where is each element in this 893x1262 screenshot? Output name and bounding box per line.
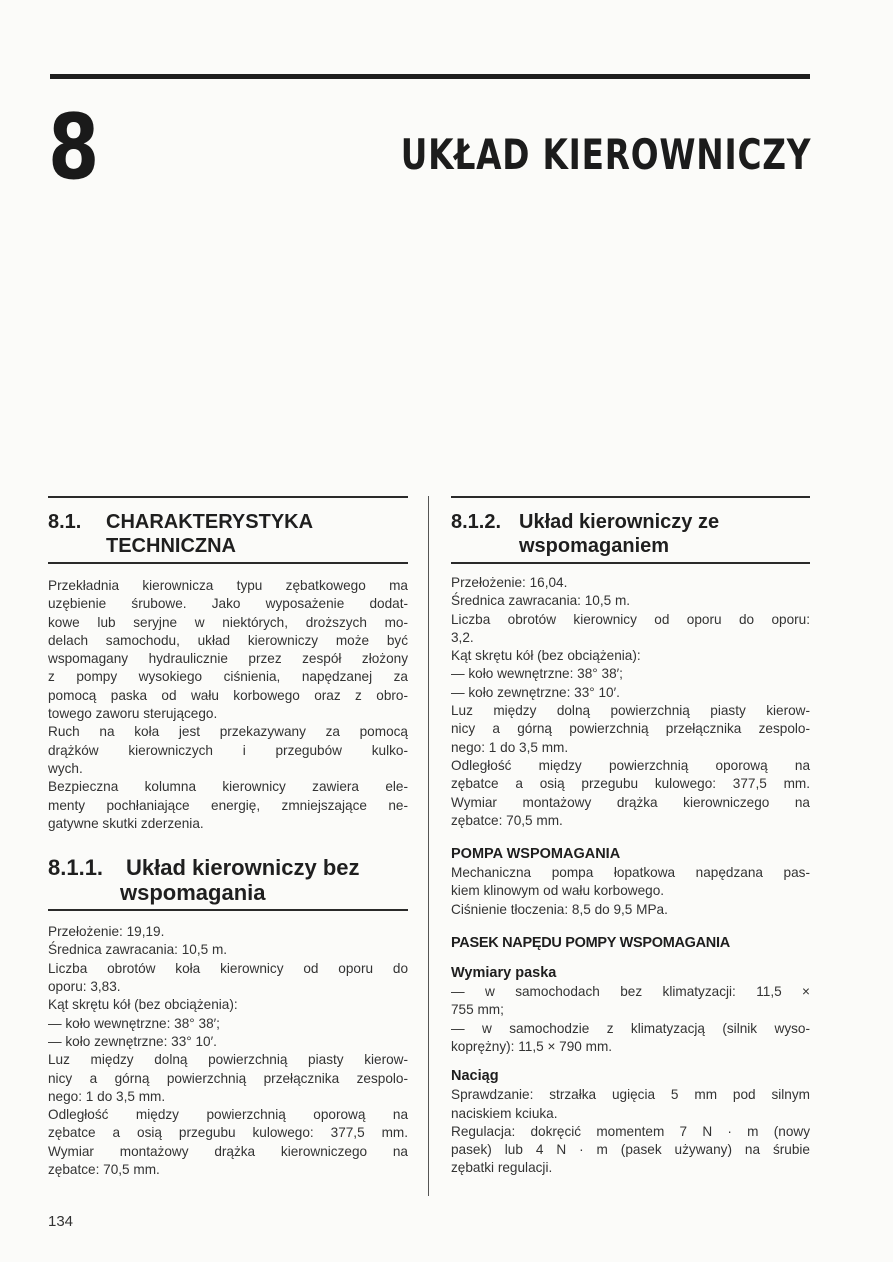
text-line: zębatce a osią przegubu kulowego: 377,5 mm. bbox=[48, 1125, 408, 1141]
text-line: — koło wewnętrzne: 38° 38′; bbox=[48, 1015, 220, 1031]
right-column bbox=[451, 496, 810, 1178]
text-line: Luz między dolną powierzchnią piasty kierow- bbox=[451, 703, 810, 719]
top-rule bbox=[50, 74, 810, 79]
text-line: Wymiar montażowy drążka kierowniczego na bbox=[48, 1143, 408, 1159]
chapter-title: UKŁAD KIEROWNICZY bbox=[400, 130, 811, 179]
column-divider bbox=[428, 496, 429, 1196]
text-line: Przełożenie: 19,19. bbox=[48, 924, 165, 940]
text-line: 755 mm; bbox=[451, 1002, 504, 1018]
section-rule bbox=[451, 562, 810, 564]
section-number: 8.1. bbox=[48, 511, 82, 533]
text-line: zębatce: 70,5 mm. bbox=[451, 812, 563, 828]
text-line: Średnica zawracania: 10,5 m. bbox=[48, 942, 228, 958]
text-line: kowe lub seryjne w niektórych, droższych mo- bbox=[48, 614, 408, 630]
text-line: oporu: 3,83. bbox=[48, 979, 121, 995]
section-8-1-1-body bbox=[48, 923, 408, 1179]
pompa-section bbox=[451, 844, 810, 919]
text-line: Kąt skrętu kół (bez obciążenia): bbox=[451, 648, 641, 664]
text-line: Bezpieczna kolumna kierownicy zawiera ele- bbox=[48, 779, 408, 795]
section-8-1-2-heading bbox=[451, 498, 810, 562]
text-line: Ciśnienie tłoczenia: 8,5 do 9,5 MPa. bbox=[451, 901, 668, 917]
pompa-heading: POMPA WSPOMAGANIA bbox=[451, 846, 621, 863]
text-line: — w samochodzie z klimatyzacją (silnik wyso- bbox=[451, 1020, 810, 1036]
page-number: 134 bbox=[48, 1213, 74, 1230]
section-8-1-body bbox=[48, 577, 408, 833]
text-line: Regulacja: dokręcić momentem 7 N · m (nowy bbox=[451, 1123, 810, 1139]
text-line: pasek) lub 4 N · m (pasek używany) na śrubie bbox=[451, 1142, 810, 1158]
text-line: — w samochodach bez klimatyzacji: 11,5 × bbox=[451, 984, 810, 1000]
text-line: Mechaniczna pompa łopatkowa napędzana pas- bbox=[451, 865, 810, 881]
section-8-1-2-body bbox=[451, 574, 810, 830]
section-8-1-heading bbox=[48, 498, 408, 562]
section-title-line2: wspomagania bbox=[120, 880, 266, 906]
text-line: Odległość między powierzchnią oporową na bbox=[48, 1107, 408, 1123]
section-title-line1: Układ kierowniczy ze bbox=[519, 511, 720, 533]
text-line: wych. bbox=[48, 760, 83, 776]
text-line: zębatce: 70,5 mm. bbox=[48, 1162, 160, 1178]
text-line: Liczba obrotów koła kierownicy od oporu do bbox=[48, 960, 408, 976]
text-line: — koło wewnętrzne: 38° 38′; bbox=[451, 666, 623, 682]
text-line: nicy a górną powierzchnią przełącznika zespolo- bbox=[451, 721, 810, 737]
text-line: Sprawdzanie: strzałka ugięcia 5 mm pod silnym bbox=[451, 1087, 810, 1103]
section-title-line2: TECHNICZNA bbox=[106, 535, 236, 557]
section-rule bbox=[48, 909, 408, 911]
text-line: nego: 1 do 3,5 mm. bbox=[48, 1088, 166, 1104]
section-number: 8.1.1. bbox=[48, 855, 104, 881]
section-rule bbox=[48, 562, 408, 564]
text-line: nego: 1 do 3,5 mm. bbox=[451, 739, 569, 755]
chapter-number: 8 bbox=[48, 95, 100, 200]
wymiary-heading: Wymiary paska bbox=[451, 965, 557, 982]
pasek-heading: PASEK NAPĘDU POMPY WSPOMAGANIA bbox=[451, 935, 730, 952]
text-line: Średnica zawracania: 10,5 m. bbox=[451, 593, 631, 609]
text-line: zębatce a osią przegubu kulowego: 377,5 mm. bbox=[451, 776, 810, 792]
text-line: nicy a górną powierzchnią przełącznika zespolo- bbox=[48, 1070, 408, 1086]
section-number: 8.1.2. bbox=[451, 511, 502, 533]
text-line: — koło zewnętrzne: 33° 10′. bbox=[451, 684, 620, 700]
text-line: Luz między dolną powierzchnią piasty kierow- bbox=[48, 1052, 408, 1068]
text-line: gatywne skutki zderzenia. bbox=[48, 815, 204, 831]
text-line: wspomagany hydraulicznie przez zespół złożony bbox=[48, 651, 408, 667]
section-title-line2: wspomaganiem bbox=[519, 535, 670, 557]
text-line: koprężny): 11,5 × 790 mm. bbox=[451, 1038, 613, 1054]
text-line: Ruch na koła jest przekazywany za pomocą bbox=[48, 724, 408, 740]
text-line: menty pochłaniające energię, zmniejszające ne- bbox=[48, 797, 408, 813]
text-line: Przełożenie: 16,04. bbox=[451, 575, 568, 590]
text-line: kiem klinowym od wału korbowego. bbox=[451, 883, 665, 899]
section-title-line1: Układ kierowniczy bez bbox=[126, 855, 360, 881]
text-line: towego zaworu sterującego. bbox=[48, 706, 218, 722]
text-line: zębatki regulacji. bbox=[451, 1160, 553, 1176]
text-line: naciskiem kciuka. bbox=[451, 1105, 558, 1121]
text-line: — koło zewnętrzne: 33° 10′. bbox=[48, 1033, 217, 1049]
text-line: Kąt skrętu kół (bez obciążenia): bbox=[48, 997, 238, 1013]
text-line: Przekładnia kierownicza typu zębatkowego ma bbox=[48, 578, 408, 593]
left-column bbox=[48, 496, 408, 1179]
text-line: Liczba obrotów kierownicy od oporu do oporu: bbox=[451, 611, 810, 627]
text-line: z pompy wysokiego ciśnienia, napędzanej za bbox=[48, 669, 408, 685]
text-line: pomocą paska od wału korbowego oraz z obro- bbox=[48, 687, 408, 703]
section-title-line1: CHARAKTERYSTYKA bbox=[106, 511, 314, 533]
text-line: uzębienie śrubowe. Jako wyposażenie dodat- bbox=[48, 596, 408, 612]
naciag-heading: Naciąg bbox=[451, 1068, 499, 1085]
text-line: delach samochodu, układ kierowniczy może być bbox=[48, 632, 408, 648]
pasek-section bbox=[451, 933, 810, 1178]
text-line: drążków kierowniczych i przegubów kulko- bbox=[48, 742, 408, 758]
section-8-1-1-heading bbox=[48, 833, 408, 909]
text-line: 3,2. bbox=[451, 629, 474, 645]
text-line: Wymiar montażowy drążka kierowniczego na bbox=[451, 794, 810, 810]
text-line: Odległość między powierzchnią oporową na bbox=[451, 757, 810, 773]
